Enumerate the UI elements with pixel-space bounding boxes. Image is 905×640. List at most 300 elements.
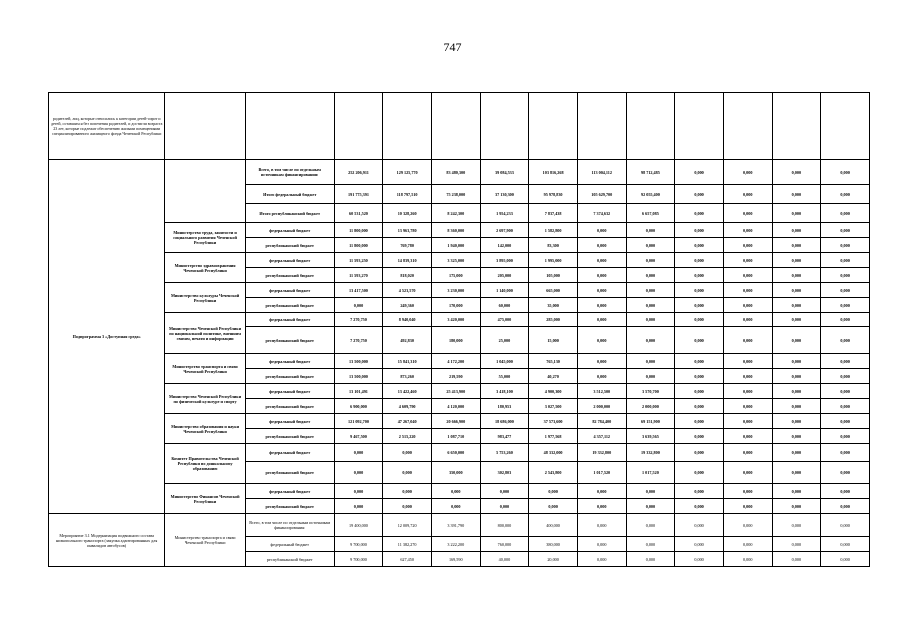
source-cell: Итого федеральный бюджет xyxy=(245,185,334,204)
source-cell: федеральный бюджет xyxy=(245,537,334,552)
source-cell: федеральный бюджет xyxy=(245,313,334,327)
value-cell: 0,000 xyxy=(675,327,724,354)
value-cell: 5 753,260 xyxy=(480,444,529,462)
value-cell: 0,000 xyxy=(772,484,821,499)
value-cell: 0,000 xyxy=(821,399,870,414)
empty-cell xyxy=(577,93,626,160)
value-cell: 0,000 xyxy=(334,499,383,514)
value-cell: 0,000 xyxy=(577,369,626,384)
empty-cell xyxy=(165,93,245,160)
value-cell: 0,000 xyxy=(626,327,675,354)
value-cell: 0,000 xyxy=(821,537,870,552)
value-cell: 0,000 xyxy=(723,444,772,462)
value-cell: 4 523,570 xyxy=(383,283,432,298)
value-cell: 0,000 xyxy=(723,223,772,238)
value-cell: 8 242,300 xyxy=(431,204,480,223)
value-cell: 0,000 xyxy=(821,268,870,283)
budget-table xyxy=(48,92,870,567)
subprogram-name-cell: Подпрограмма 3 «Доступная среда» xyxy=(49,160,165,514)
value-cell: 0,000 xyxy=(821,514,870,537)
value-cell: 0,000 xyxy=(723,499,772,514)
value-cell: 0,000 xyxy=(577,327,626,354)
value-cell: 0,000 xyxy=(772,552,821,567)
executor-cell xyxy=(165,160,245,223)
executor-cell: Министерство транспорта и связи Чеченской Республики xyxy=(165,354,245,384)
value-cell: 252 206,911 xyxy=(334,160,383,185)
value-cell: 0,000 xyxy=(577,253,626,268)
value-cell: 0,000 xyxy=(626,484,675,499)
value-cell: 0,000 xyxy=(723,313,772,327)
executor-row xyxy=(49,253,870,268)
value-cell: 3 895,000 xyxy=(480,253,529,268)
value-cell: 0,000 xyxy=(723,298,772,313)
value-cell: 40,270 xyxy=(529,369,578,384)
value-cell: 0,000 xyxy=(334,444,383,462)
value-cell: 0,000 xyxy=(821,238,870,253)
value-cell: 0,000 xyxy=(723,283,772,298)
value-cell: 0,000 xyxy=(723,429,772,444)
summary-row xyxy=(49,160,870,185)
value-cell: 4 172,200 xyxy=(431,354,480,369)
value-cell: 75 238,000 xyxy=(431,185,480,204)
value-cell: 11 593,270 xyxy=(334,268,383,283)
value-cell: 0,000 xyxy=(821,313,870,327)
value-cell: 37 573,600 xyxy=(529,414,578,429)
empty-cell xyxy=(821,93,870,160)
value-cell: 1 954,233 xyxy=(480,204,529,223)
value-cell: 13 417,500 xyxy=(334,283,383,298)
value-cell: 0,000 xyxy=(772,185,821,204)
value-cell: 3 418,100 xyxy=(480,384,529,399)
executor-row xyxy=(49,484,870,499)
value-cell: 0,000 xyxy=(772,298,821,313)
value-cell: 0,000 xyxy=(577,514,626,537)
value-cell: 0,000 xyxy=(431,484,480,499)
value-cell: 6 650,000 xyxy=(431,444,480,462)
value-cell: 0,000 xyxy=(480,484,529,499)
empty-cell xyxy=(626,93,675,160)
value-cell: 0,000 xyxy=(675,298,724,313)
value-cell: 18 686,000 xyxy=(480,414,529,429)
value-cell: 4 120,000 xyxy=(431,399,480,414)
value-cell: 0,000 xyxy=(626,238,675,253)
empty-cell xyxy=(529,93,578,160)
executor-cell: Министерство Чеченской Республики по национальной политике, внешним связям, печати и информации xyxy=(165,313,245,354)
executor-row xyxy=(49,444,870,462)
source-cell: республиканский бюджет xyxy=(245,298,334,313)
source-cell: федеральный бюджет xyxy=(245,253,334,268)
value-cell: 0,000 xyxy=(675,204,724,223)
value-cell: 3 570,700 xyxy=(626,384,675,399)
value-cell: 0,000 xyxy=(821,298,870,313)
value-cell: 0,000 xyxy=(772,327,821,354)
value-cell: 35,000 xyxy=(529,298,578,313)
value-cell: 180,953 xyxy=(480,399,529,414)
page-number: 747 xyxy=(443,40,462,54)
value-cell: 0,000 xyxy=(723,327,772,354)
source-cell: республиканский бюджет xyxy=(245,499,334,514)
value-cell: 1 045,000 xyxy=(480,354,529,369)
value-cell: 105 629,700 xyxy=(577,185,626,204)
source-cell: республиканский бюджет xyxy=(245,552,334,567)
value-cell: 0,000 xyxy=(383,484,432,499)
value-cell: 0,000 xyxy=(675,429,724,444)
empty-cell xyxy=(383,93,432,160)
value-cell: 0,000 xyxy=(675,238,724,253)
value-cell: 0,000 xyxy=(772,384,821,399)
value-cell: 0,000 xyxy=(675,484,724,499)
value-cell: 0,000 xyxy=(772,399,821,414)
value-cell: 40,000 xyxy=(480,552,529,567)
value-cell: 6 657,085 xyxy=(626,204,675,223)
value-cell: 10 328,260 xyxy=(383,204,432,223)
value-cell: 0,000 xyxy=(723,268,772,283)
value-cell: 0,000 xyxy=(577,268,626,283)
value-cell: 0,000 xyxy=(675,514,724,537)
source-cell: республиканский бюджет xyxy=(245,399,334,414)
executor-row xyxy=(49,384,870,399)
executor-cell: Комитет Правительства Чеченской Республики по дошкольному образованию xyxy=(165,444,245,484)
value-cell: 0,000 xyxy=(675,223,724,238)
value-cell: 69 151,900 xyxy=(626,414,675,429)
value-cell: 0,000 xyxy=(772,514,821,537)
value-cell: 0,000 xyxy=(723,253,772,268)
value-cell: 6 900,000 xyxy=(334,399,383,414)
value-cell: 98 712,485 xyxy=(626,160,675,185)
value-cell: 0,000 xyxy=(431,499,480,514)
value-cell: 47 267,040 xyxy=(383,414,432,429)
empty-cell xyxy=(431,93,480,160)
value-cell: 7 374,632 xyxy=(577,204,626,223)
value-cell: 55,000 xyxy=(480,369,529,384)
value-cell: 14 839,310 xyxy=(383,253,432,268)
value-cell: 0,000 xyxy=(821,253,870,268)
value-cell: 0,000 xyxy=(383,462,432,484)
value-cell: 0,000 xyxy=(821,283,870,298)
empty-cell xyxy=(334,93,383,160)
value-cell: 0,000 xyxy=(675,462,724,484)
executor-cell: Министерство Чеченской Республики по физической культуре и спорту xyxy=(165,384,245,414)
executor-row xyxy=(49,414,870,429)
source-cell: федеральный бюджет xyxy=(245,384,334,399)
value-cell: 2 000,000 xyxy=(577,399,626,414)
value-cell: 170,000 xyxy=(431,298,480,313)
value-cell: 0,000 xyxy=(626,514,675,537)
source-cell: федеральный бюджет xyxy=(245,283,334,298)
value-cell: 627,450 xyxy=(383,552,432,567)
value-cell: 83 480,300 xyxy=(431,160,480,185)
value-cell: 0,000 xyxy=(772,313,821,327)
source-cell: Итого республиканский бюджет xyxy=(245,204,334,223)
value-cell: 0,000 xyxy=(383,499,432,514)
value-cell: 0,000 xyxy=(675,313,724,327)
value-cell: 113 004,112 xyxy=(577,160,626,185)
value-cell: 11 800,000 xyxy=(334,238,383,253)
value-cell: 2 697,900 xyxy=(480,223,529,238)
value-cell: 983,477 xyxy=(480,429,529,444)
value-cell: 13 500,000 xyxy=(334,354,383,369)
value-cell: 0,000 xyxy=(626,354,675,369)
value-cell: 60 531,520 xyxy=(334,204,383,223)
value-cell: 0,000 xyxy=(821,484,870,499)
executor-row xyxy=(49,313,870,327)
value-cell: 7 837,438 xyxy=(529,204,578,223)
value-cell: 169,590 xyxy=(431,552,480,567)
value-cell: 92 055,400 xyxy=(626,185,675,204)
source-cell: республиканский бюджет xyxy=(245,462,334,484)
value-cell: 7 270,750 xyxy=(334,313,383,327)
value-cell: 11 800,000 xyxy=(334,223,383,238)
value-cell: 0,000 xyxy=(577,298,626,313)
value-cell: 0,000 xyxy=(675,369,724,384)
value-cell: 118 797,510 xyxy=(383,185,432,204)
value-cell: 13 101,491 xyxy=(334,384,383,399)
value-cell: 15 841,310 xyxy=(383,354,432,369)
value-cell: 0,000 xyxy=(821,384,870,399)
value-cell: 285,000 xyxy=(529,313,578,327)
value-cell: 3 512,500 xyxy=(577,384,626,399)
value-cell: 0,000 xyxy=(821,414,870,429)
value-cell: 873,260 xyxy=(383,369,432,384)
value-cell: 665,000 xyxy=(529,283,578,298)
value-cell: 3 420,000 xyxy=(431,313,480,327)
value-cell: 0,000 xyxy=(626,253,675,268)
value-cell: 0,000 xyxy=(821,462,870,484)
source-cell: федеральный бюджет xyxy=(245,223,334,238)
value-cell: 20 666,900 xyxy=(431,414,480,429)
empty-cell xyxy=(480,93,529,160)
value-cell: 9 467,500 xyxy=(334,429,383,444)
value-cell: 0,000 xyxy=(723,384,772,399)
value-cell: 0,000 xyxy=(772,429,821,444)
value-cell: 492,830 xyxy=(383,327,432,354)
value-cell: 0,000 xyxy=(675,399,724,414)
value-cell: 1 940,000 xyxy=(431,238,480,253)
executor-cell: Министерство культуры Чеченской Республики xyxy=(165,283,245,313)
value-cell: 0,000 xyxy=(675,537,724,552)
value-cell: 0,000 xyxy=(675,552,724,567)
empty-cell xyxy=(675,93,724,160)
value-cell: 105,000 xyxy=(529,268,578,283)
executor-cell: Министерство транспорта и связи Чеченской Республики xyxy=(165,514,245,567)
source-cell: федеральный бюджет xyxy=(245,354,334,369)
value-cell: 0,000 xyxy=(675,384,724,399)
value-cell: 0,000 xyxy=(723,204,772,223)
value-cell: 0,000 xyxy=(772,223,821,238)
value-cell: 175,000 xyxy=(431,268,480,283)
value-cell: 0,000 xyxy=(675,444,724,462)
value-cell: 2 000,000 xyxy=(626,399,675,414)
empty-cell xyxy=(723,93,772,160)
value-cell: 13 963,780 xyxy=(383,223,432,238)
value-cell: 0,000 xyxy=(772,369,821,384)
value-cell: 818,020 xyxy=(383,268,432,283)
value-cell: 4 609,790 xyxy=(383,399,432,414)
value-cell: 0,000 xyxy=(772,499,821,514)
value-cell: 3 639,565 xyxy=(626,429,675,444)
value-cell: 0,000 xyxy=(626,499,675,514)
value-cell: 0,000 xyxy=(723,552,772,567)
value-cell: 13 500,000 xyxy=(334,369,383,384)
value-cell: 0,000 xyxy=(675,160,724,185)
value-cell: 0,000 xyxy=(723,354,772,369)
value-cell: 0,000 xyxy=(626,537,675,552)
value-cell: 0,000 xyxy=(334,298,383,313)
value-cell: 0,000 xyxy=(626,313,675,327)
value-cell: 760,000 xyxy=(480,537,529,552)
value-cell: 0,000 xyxy=(723,537,772,552)
value-cell: 350,000 xyxy=(431,462,480,484)
value-cell: 0,000 xyxy=(577,537,626,552)
value-cell: 0,000 xyxy=(723,238,772,253)
value-cell: 2 515,220 xyxy=(383,429,432,444)
value-cell: 0,000 xyxy=(577,238,626,253)
value-cell: 9 700,000 xyxy=(334,537,383,552)
value-cell: 142,000 xyxy=(480,238,529,253)
value-cell: 0,000 xyxy=(626,268,675,283)
value-cell: 0,000 xyxy=(821,444,870,462)
value-cell: 0,000 xyxy=(723,484,772,499)
value-cell: 8 360,000 xyxy=(431,223,480,238)
value-cell: 1 582,800 xyxy=(529,223,578,238)
value-cell: 1 017,520 xyxy=(577,462,626,484)
value-cell: 19 332,800 xyxy=(626,444,675,462)
value-cell: 0,000 xyxy=(675,253,724,268)
value-cell: 82 784,400 xyxy=(577,414,626,429)
executor-cell: Министерство труда, занятости и социального развития Чеченской Республики xyxy=(165,223,245,253)
value-cell: 0,000 xyxy=(626,552,675,567)
executor-cell: Министерство Финансов Чеченской Республики xyxy=(165,484,245,514)
value-cell: 7 270,750 xyxy=(334,327,383,354)
value-cell: 0,000 xyxy=(821,354,870,369)
empty-cell xyxy=(772,93,821,160)
value-cell: 20,000 xyxy=(529,552,578,567)
value-cell: 0,000 xyxy=(723,514,772,537)
value-cell: 0,000 xyxy=(821,327,870,354)
executor-cell: Министерство здравоохранения Чеченской Республики xyxy=(165,253,245,283)
value-cell: 302,803 xyxy=(480,462,529,484)
value-cell: 9 700,000 xyxy=(334,552,383,567)
value-cell: 3 027,500 xyxy=(529,399,578,414)
value-cell: 0,000 xyxy=(772,204,821,223)
value-cell: 0,000 xyxy=(529,484,578,499)
value-cell: 0,000 xyxy=(723,414,772,429)
value-cell: 48 332,000 xyxy=(529,444,578,462)
value-cell: 249,360 xyxy=(383,298,432,313)
value-cell: 0,000 xyxy=(577,313,626,327)
executor-row xyxy=(49,354,870,369)
value-cell: 95 978,830 xyxy=(529,185,578,204)
value-cell: 0,000 xyxy=(626,298,675,313)
value-cell: 0,000 xyxy=(772,444,821,462)
value-cell: 0,000 xyxy=(723,462,772,484)
empty-cell xyxy=(245,93,334,160)
value-cell: 19 400,000 xyxy=(334,514,383,537)
value-cell: 0,000 xyxy=(383,444,432,462)
value-cell: 37 130,300 xyxy=(480,185,529,204)
value-cell: 25 413,900 xyxy=(431,384,480,399)
value-cell: 83,300 xyxy=(529,238,578,253)
value-cell: 8 940,040 xyxy=(383,313,432,327)
value-cell: 0,000 xyxy=(772,268,821,283)
value-cell: 103 816,268 xyxy=(529,160,578,185)
value-cell: 219,590 xyxy=(431,369,480,384)
value-cell: 3 230,000 xyxy=(431,283,480,298)
value-cell: 0,000 xyxy=(723,369,772,384)
value-cell: 191 775,391 xyxy=(334,185,383,204)
source-cell: федеральный бюджет xyxy=(245,414,334,429)
value-cell: 0,000 xyxy=(772,462,821,484)
continuation-row xyxy=(49,93,870,160)
source-cell: республиканский бюджет xyxy=(245,327,334,354)
source-cell: Всего, в том числе по отдельным источникам финансирования: xyxy=(245,160,334,185)
value-cell: 0,000 xyxy=(772,160,821,185)
value-cell: 0,000 xyxy=(772,414,821,429)
value-cell: 0,000 xyxy=(821,223,870,238)
value-cell: 205,000 xyxy=(480,268,529,283)
value-cell: 39 084,533 xyxy=(480,160,529,185)
value-cell: 0,000 xyxy=(626,283,675,298)
value-cell: 0,000 xyxy=(772,238,821,253)
value-cell: 121 092,700 xyxy=(334,414,383,429)
value-cell: 0,000 xyxy=(675,499,724,514)
value-cell: 129 125,770 xyxy=(383,160,432,185)
source-cell: Всего, в том числе по отдельным источникам финансирования: xyxy=(245,514,334,537)
value-cell: 0,000 xyxy=(480,499,529,514)
executor-cell: Министерство образования и науки Чеченской Республики xyxy=(165,414,245,444)
value-cell: 0,000 xyxy=(675,414,724,429)
value-cell: 1 087,710 xyxy=(431,429,480,444)
source-cell: республиканский бюджет xyxy=(245,369,334,384)
value-cell: 4 357,112 xyxy=(577,429,626,444)
value-cell: 475,000 xyxy=(480,313,529,327)
value-cell: 1 977,568 xyxy=(529,429,578,444)
value-cell: 0,000 xyxy=(675,185,724,204)
source-cell: республиканский бюджет xyxy=(245,238,334,253)
source-cell: республиканский бюджет xyxy=(245,429,334,444)
value-cell: 12 009,720 xyxy=(383,514,432,537)
value-cell: 1 140,000 xyxy=(480,283,529,298)
value-cell: 0,000 xyxy=(772,537,821,552)
value-cell: 400,000 xyxy=(529,514,578,537)
value-cell: 11 382,270 xyxy=(383,537,432,552)
value-cell: 3 325,000 xyxy=(431,253,480,268)
value-cell: 11 593,250 xyxy=(334,253,383,268)
value-cell: 0,000 xyxy=(334,462,383,484)
source-cell: федеральный бюджет xyxy=(245,484,334,499)
value-cell: 765,130 xyxy=(529,354,578,369)
measure-name-cell: Мероприятие 3.1 Модернизация подвижного состава низкопольного транспорта (закупка адаптированных для инвалидов автобусов) xyxy=(49,514,165,567)
value-cell: 0,000 xyxy=(772,283,821,298)
value-cell: 13 422,460 xyxy=(383,384,432,399)
source-cell: федеральный бюджет xyxy=(245,444,334,462)
executor-row xyxy=(49,283,870,298)
value-cell: 25,000 xyxy=(480,327,529,354)
value-cell: 0,000 xyxy=(577,499,626,514)
value-cell: 19 332,800 xyxy=(577,444,626,462)
value-cell: 0,000 xyxy=(577,283,626,298)
value-cell: 60,000 xyxy=(480,298,529,313)
value-cell: 380,000 xyxy=(529,537,578,552)
value-cell: 0,000 xyxy=(821,160,870,185)
value-cell: 0,000 xyxy=(821,552,870,567)
source-cell: республиканский бюджет xyxy=(245,268,334,283)
value-cell: 769,780 xyxy=(383,238,432,253)
value-cell: 0,000 xyxy=(675,283,724,298)
value-cell: 0,000 xyxy=(821,499,870,514)
value-cell: 0,000 xyxy=(772,354,821,369)
value-cell: 0,000 xyxy=(577,354,626,369)
